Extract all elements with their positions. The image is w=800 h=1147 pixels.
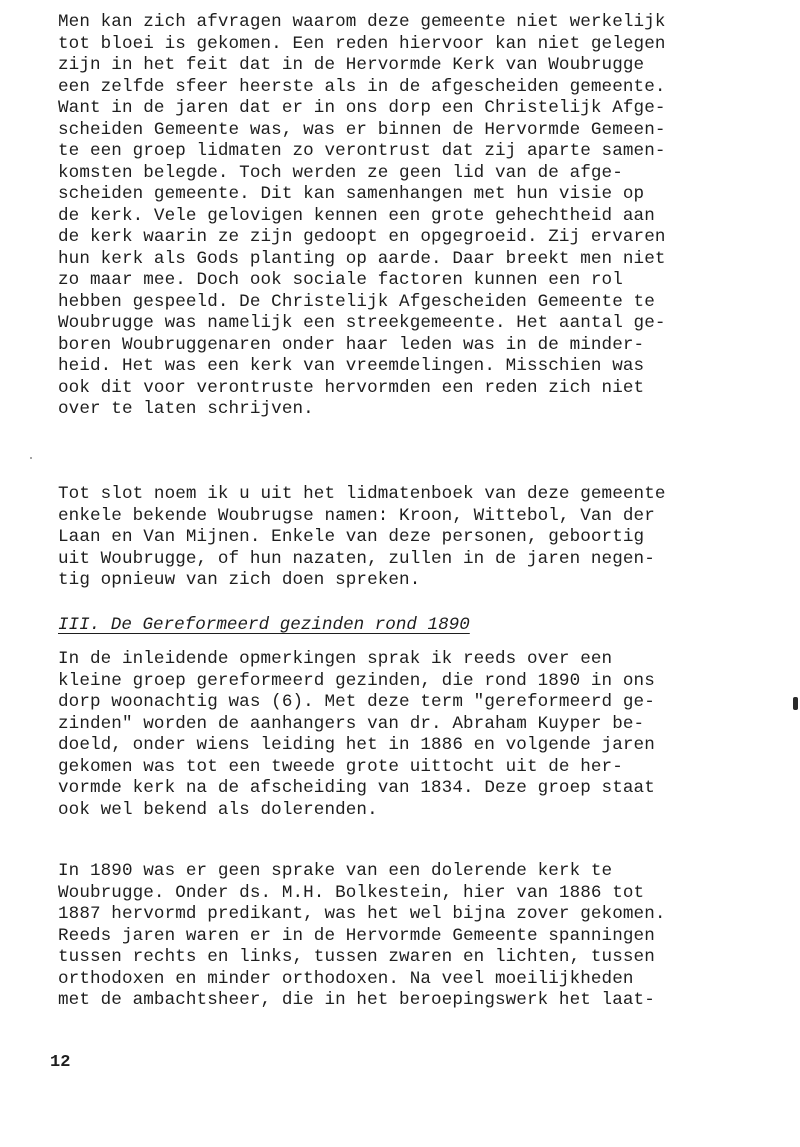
body-paragraph-gereformeerd-gezinden: In de inleidende opmerkingen sprak ik reeds over een kleine groep gereformeerd gezinden, die rond 1890 in ons dorp woonachtig was (6). Met deze term "gereformeerd ge- zinden" worden de aanhangers van dr. Abraham Kuyper be- doeld, onder wiens leiding het in 1886 en volgende jaren gekomen was tot een tweede grote uittocht uit de her- vormde kerk na de afscheiding van 1834. Deze groep staat ook wel bekend als dolerenden. — [58, 649, 655, 820]
body-paragraph-dolerende-kerk: In 1890 was er geen sprake van een dolerende kerk te Woubrugge. Onder ds. M.H. Bolkestein, hier van 1886 tot 1887 hervormd predikant, was het wel bijna zover gekomen. Reeds jaren waren er in de Hervormde Gemeente spanningen tussen rechts en links, tussen zwaren en lichten, tussen orthodoxen en minder orthodoxen. Na veel moeilijkheden met de ambachtsheer, die in het beroepingswerk het laat- — [58, 861, 666, 1010]
scan-dot — [30, 457, 32, 459]
body-paragraph-bekende-namen: Tot slot noem ik u uit het lidmatenboek van deze gemeente enkele bekende Woubrugse namen: Kroon, Wittebol, Van der Laan en Van Mijnen. Enkele van deze personen, geboortig uit Woubrugge, of hun nazaten, zullen in de jaren negen- tig opnieuw van zich doen spreken. — [58, 484, 666, 590]
body-paragraph-afgescheiden-gemeente: Men kan zich afvragen waarom deze gemeente niet werkelijk tot bloei is gekomen. Een reden hiervoor kan niet gelegen zijn in het feit dat in de Hervormde Kerk van Woubrugge een zelfde sfeer heerste als in de afgescheiden gemeente. Want in de jaren dat er in ons dorp een Christelijk Afge- scheiden Gemeente was, was er binnen de Hervormde Gemeen- te een groep lidmaten zo verontrust dat zij aparte samen- komsten belegde. Toch werden ze geen lid van de afge- scheiden gemeente. Dit kan samenhangen met hun visie op de kerk. Vele gelovigen kennen een grote gehechtheid aan de kerk waarin ze zijn gedoopt en opgegroeid. Zij ervaren hun kerk als Gods planting op aarde. Daar breekt men niet zo maar mee. Doch ook sociale factoren kunnen een rol hebben gespeeld. De Christelijk Afgescheiden Gemeente te Woubrugge was namelijk een streekgemeente. Het aantal ge- boren Woubruggenaren onder haar leden was in de minder- heid. Het was een kerk van vreemdelingen. Misschien was ook dit voor verontruste hervormden een reden zich niet over te laten schrijven. — [58, 12, 666, 419]
scan-speck — [793, 697, 798, 710]
page-number: 12 — [50, 1053, 71, 1072]
section-heading: III. De Gereformeerd gezinden rond 1890 — [58, 615, 470, 635]
